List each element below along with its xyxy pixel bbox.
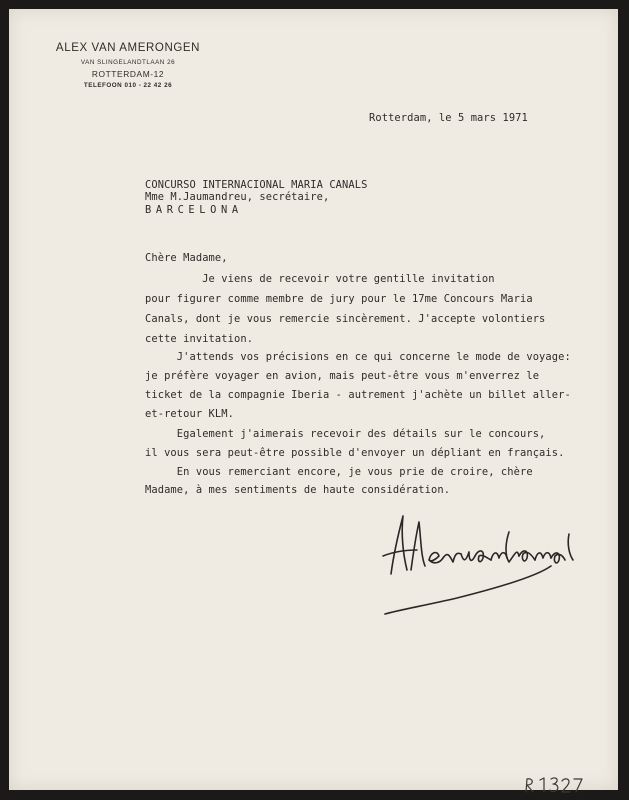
body-line: Egalement j'aimerais recevoir des détails sur le concours, xyxy=(145,428,546,440)
letterhead-city: ROTTERDAM-12 xyxy=(91,69,165,79)
letterhead-phone: TELEFOON 010 - 22 42 26 xyxy=(83,82,173,89)
body-line: En vous remerciant encore, je vous prie de croire, chère xyxy=(145,466,533,478)
body-line: ticket de la compagnie Iberia - autrement j'achète un billet aller- xyxy=(145,389,571,401)
body-line: je préfère voyager en avion, mais peut-être vous m'enverrez le xyxy=(145,370,540,382)
letterhead-name: ALEX VAN AMERONGEN xyxy=(55,42,201,54)
recipient-person: Mme M.Jaumandreu, secrétaire, xyxy=(145,191,330,203)
body-line: pour figurer comme membre de jury pour le 17me Concours Maria xyxy=(145,293,533,305)
body-line: Madame, à mes sentiments de haute considération. xyxy=(145,484,451,496)
body-line: J'attends vos précisions en ce qui concerne le mode de voyage: xyxy=(145,351,571,363)
body-line: il vous sera peut-être possible d'envoyer un dépliant en français. xyxy=(145,447,565,459)
body-line: cette invitation. xyxy=(145,333,254,345)
body-line: Je viens de recevoir votre gentille invitation xyxy=(145,273,495,285)
letterhead-street: VAN SLINGELANDTLAAN 26 xyxy=(80,59,176,66)
body-line: et-retour KLM. xyxy=(145,408,234,420)
archive-number-handwritten xyxy=(522,774,592,796)
recipient-city: BARCELONA xyxy=(145,204,243,216)
letter-sheet xyxy=(9,9,618,790)
recipient-organization: CONCURSO INTERNACIONAL MARIA CANALS xyxy=(145,179,368,191)
handwritten-signature xyxy=(377,504,597,624)
body-line: Canals, dont je vous remercie sincèrement. J'accepte volontiers xyxy=(145,313,546,325)
date-line: Rotterdam, le 5 mars 1971 xyxy=(369,112,528,124)
salutation: Chère Madame, xyxy=(145,252,228,264)
